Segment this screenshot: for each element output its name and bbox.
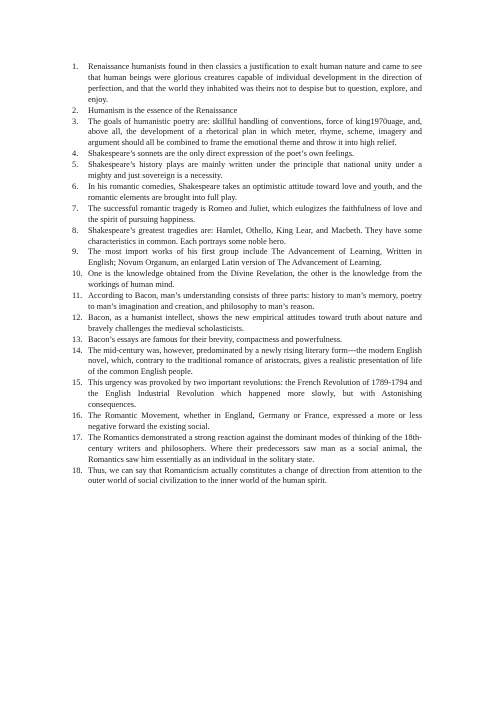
list-item-text: According to Bacon, man’s understanding consists of three parts: history to man’s memory, poetry to man’s imagination and creation, and philosophy to man’s reason.	[88, 291, 422, 311]
list-item-number: 9.	[72, 247, 79, 257]
list-item-text: The successful romantic tragedy is Romeo and Juliet, which eulogizes the faithfulness of love and the spirit of pursuing happiness.	[88, 203, 422, 224]
list-item-text: The Romantics demonstrated a strong reaction against the dominant modes of thinking of the 18th-century writers and philosophers. Where their predecessors saw man as a social animal, the Romantics saw him essentially as an individual in the solitary state.	[88, 432, 422, 464]
list-item-number: 15.	[72, 378, 83, 388]
list-item-text: The Romantic Movement, whether in England, Germany or France, expressed a more or less negative forward the existing social.	[88, 411, 422, 431]
list-item	[72, 62, 422, 106]
list-item	[72, 346, 422, 379]
list-item	[72, 226, 422, 248]
list-item-number: 1.	[72, 62, 79, 71]
list-item	[72, 149, 422, 160]
list-item-text: The most import works of his first group include The Advancement of Learning, Written in English; Novum Organum, an enlarged Latin version of The Advancement of Learning.	[88, 247, 422, 268]
list-item-text: In his romantic comedies, Shakespeare takes an optimistic attitude toward love and youth, and the romantic elements are brought into full play.	[88, 181, 422, 202]
list-item-number: 2.	[72, 105, 79, 115]
list-item	[72, 117, 422, 150]
list-item-number: 12.	[72, 312, 83, 322]
list-item	[72, 433, 422, 466]
list-item-text: The goals of humanistic poetry are: skillful handling of conventions, force of king1970uage, and, above all, the development of a rhetorical plan in which meter, rhyme, scheme, imagery and argument should all be combined to frame the emotional theme and throw it into high relief.	[88, 116, 422, 148]
list-item-number: 3.	[72, 116, 79, 126]
list-item	[72, 378, 422, 411]
list-item-text: Shakespeare’s history plays are mainly written under the principle that national unity under a mighty and just sovereign is a necessity.	[88, 160, 422, 181]
list-item-text: Renaissance humanists found in then classics a justification to exalt human nature and came to see that human beings were glorious creatures capable of individual development in the direction of perfection, and that the world they inhabited was theirs not to despise but to question, explore, and enjoy.	[88, 62, 422, 104]
list-item-text: Bacon’s essays are famous for their brevity, compactness and powerfulness.	[88, 334, 343, 344]
list-item-text: Shakespeare’s sonnets are the only direct expression of the poet’s own feelings.	[88, 149, 355, 159]
list-item-text: Shakespeare’s greatest tragedies are: Hamlet, Othello, King Lear, and Macbeth. They have some characteristics in common. Each portrays some noble hero.	[88, 225, 422, 246]
list-item	[72, 466, 422, 488]
list-item-number: 10.	[72, 269, 83, 279]
list-item-number: 8.	[72, 225, 79, 235]
list-item	[72, 160, 422, 182]
list-item-text: Thus, we can say that Romanticism actually constitutes a change of direction from attention to the outer world of social civilization to the inner world of the human spirit.	[88, 465, 422, 486]
numbered-notes-list	[72, 62, 422, 487]
list-item	[72, 411, 422, 433]
list-item-number: 4.	[72, 149, 79, 159]
list-item-number: 5.	[72, 160, 79, 170]
list-item	[72, 291, 422, 313]
list-item-number: 7.	[72, 203, 79, 213]
list-item-number: 16.	[72, 411, 83, 420]
list-item-number: 14.	[72, 345, 83, 355]
list-item-text: The mid-century was, however, predominated by a newly rising literary form---the modern English novel, which, contrary to the traditional romance of aristocrats, gives a realistic presentation of life of the common English people.	[88, 345, 422, 377]
list-item	[72, 313, 422, 335]
list-item	[72, 182, 422, 204]
list-item-text: Bacon, as a humanist intellect, shows the new empirical attitudes toward truth about nature and bravely challenges the medieval scholasticists.	[88, 312, 422, 333]
list-item-number: 13.	[72, 334, 83, 344]
list-item	[72, 269, 422, 291]
list-item-text: This urgency was provoked by two important revolutions: the French Revolution of 1789-1794 and the English Industrial Revolution which happened more slowly, but with Astonishing consequences.	[88, 378, 422, 410]
list-item	[72, 247, 422, 269]
list-item	[72, 106, 422, 117]
list-item-text: One is the knowledge obtained from the Divine Revelation, the other is the knowledge from the workings of human mind.	[88, 269, 422, 290]
list-item	[72, 204, 422, 226]
list-item-number: 17.	[72, 432, 83, 442]
list-item-number: 11.	[72, 291, 83, 301]
list-item	[72, 335, 422, 346]
list-item-number: 18.	[72, 465, 83, 475]
list-item-number: 6.	[72, 181, 79, 191]
list-item-text: Humanism is the essence of the Renaissance	[88, 105, 238, 115]
